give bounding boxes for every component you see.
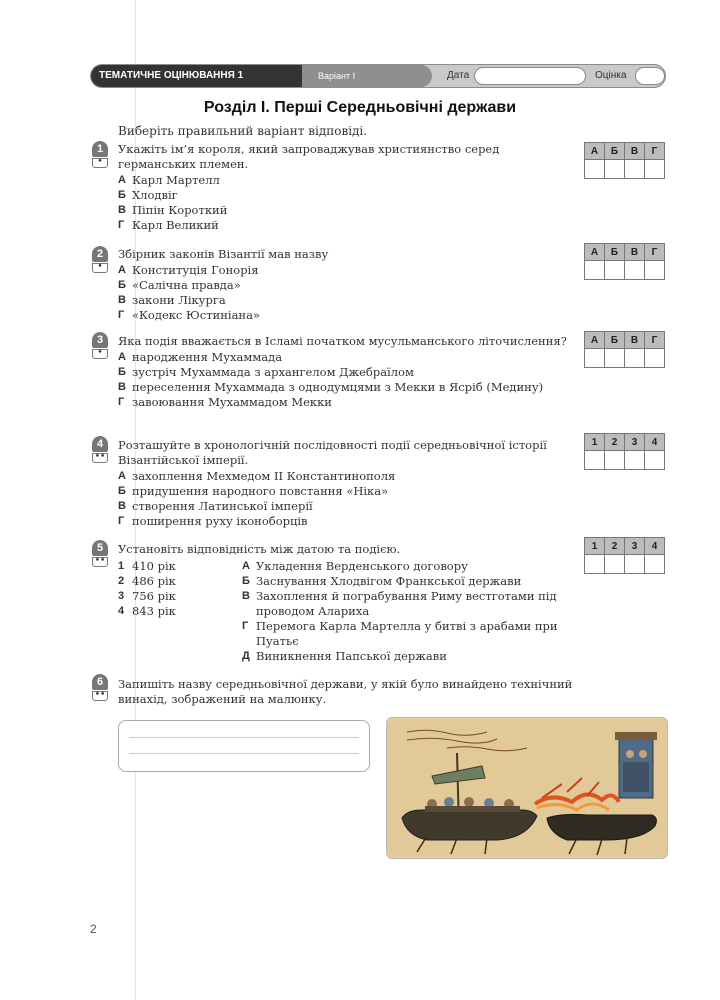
crew-row xyxy=(425,806,520,812)
grid-label: А xyxy=(585,244,605,261)
option-letter: Г xyxy=(118,309,125,321)
answer-option xyxy=(118,514,574,529)
grid-label: Б xyxy=(605,143,625,160)
answer-cell[interactable] xyxy=(605,160,625,179)
item-letter: Д xyxy=(242,650,250,662)
answer-option xyxy=(118,499,574,514)
written-answer-box[interactable] xyxy=(118,720,370,772)
date-item xyxy=(118,589,228,604)
assessment-header xyxy=(90,64,666,88)
question-3 xyxy=(118,334,574,410)
tower-top xyxy=(615,732,657,740)
question-number: 4 xyxy=(92,436,108,452)
grid-label: Г xyxy=(645,244,665,261)
option-text: завоювання Мухаммадом Мекки xyxy=(132,395,332,409)
option-letter: Г xyxy=(118,396,125,408)
answer-cell[interactable] xyxy=(585,349,605,368)
answer-cell[interactable] xyxy=(585,160,605,179)
option-letter: Б xyxy=(118,279,126,291)
question-number: 5 xyxy=(92,540,108,556)
option-text: закони Лікурга xyxy=(132,293,226,307)
answer-option xyxy=(118,263,574,278)
question-stem: Установіть відповідність між датою та подією. xyxy=(118,542,401,556)
answer-cell[interactable] xyxy=(645,451,665,470)
question-number: 3 xyxy=(92,332,108,348)
answer-grid xyxy=(584,331,665,368)
event-item xyxy=(242,649,582,664)
question-number: 2 xyxy=(92,246,108,262)
sailor xyxy=(444,797,454,807)
question-number-badge xyxy=(92,436,108,463)
answer-option xyxy=(118,308,574,323)
date-item xyxy=(118,559,228,574)
question-number: 1 xyxy=(92,141,108,157)
question-stem: Укажіть ім’я короля, який запроваджував християнство серед германських племен. xyxy=(118,142,500,171)
option-text: поширення руху іконоборців xyxy=(132,514,308,528)
option-letter: Б xyxy=(118,366,126,378)
difficulty-dots: • xyxy=(92,263,108,273)
answer-cell[interactable] xyxy=(625,349,645,368)
grid-label: 1 xyxy=(585,434,605,451)
question-number-badge xyxy=(92,332,108,359)
option-letter: А xyxy=(118,264,126,276)
option-text: Конституція Гонорія xyxy=(132,263,259,277)
answer-cell[interactable] xyxy=(585,451,605,470)
question-number-badge xyxy=(92,540,108,567)
item-text: 843 рік xyxy=(132,604,176,618)
question-stem: Запишіть назву середньовічної держави, у якій було винайдено технічний винахід, зображений на малюнку. xyxy=(118,677,573,706)
assessment-title: ТЕМАТИЧНЕ ОЦІНЮВАННЯ 1 xyxy=(91,65,302,87)
answer-cell[interactable] xyxy=(605,349,625,368)
grid-label: Б xyxy=(605,244,625,261)
writing-line xyxy=(129,737,359,738)
grid-label: Г xyxy=(645,332,665,349)
option-text: Карл Мартелл xyxy=(132,173,220,187)
answer-grid xyxy=(584,243,665,280)
difficulty-dots: • xyxy=(92,349,108,359)
question-number: 6 xyxy=(92,674,108,690)
events-column xyxy=(242,559,582,664)
question-1 xyxy=(118,142,574,233)
item-text: 410 рік xyxy=(132,559,176,573)
option-letter: В xyxy=(118,204,126,216)
item-text: Захоплення й пограбування Риму вестготами під проводом Алариха xyxy=(256,589,557,618)
difficulty-dots: •• xyxy=(92,453,108,463)
answer-option xyxy=(118,293,574,308)
item-text: 756 рік xyxy=(132,589,176,603)
question-stem: Розташуйте в хронологічній послідовності події середньовічної історії Візантійської імперії. xyxy=(118,438,547,467)
question-stem: Збірник законів Візантії мав назву xyxy=(118,247,329,261)
answer-cell[interactable] xyxy=(585,555,605,574)
sailor xyxy=(464,797,474,807)
option-text: переселення Мухаммада з однодумцями з Мекки в Ясріб (Медину) xyxy=(132,380,544,394)
left-ship-hull xyxy=(402,810,537,840)
date-label: Дата xyxy=(447,70,470,81)
grid-label: 4 xyxy=(645,434,665,451)
item-letter: Г xyxy=(242,620,249,632)
option-letter: А xyxy=(118,470,126,482)
answer-cell[interactable] xyxy=(645,349,665,368)
answer-option xyxy=(118,278,574,293)
answer-cell[interactable] xyxy=(585,261,605,280)
option-letter: В xyxy=(118,381,126,393)
question-4 xyxy=(118,438,574,529)
event-item xyxy=(242,619,582,649)
grid-label: А xyxy=(585,143,605,160)
grid-label: А xyxy=(585,332,605,349)
item-letter: Б xyxy=(242,575,250,587)
answer-cell[interactable] xyxy=(625,160,645,179)
grid-label: 2 xyxy=(605,538,625,555)
option-text: Піпін Короткий xyxy=(132,203,228,217)
item-number: 4 xyxy=(118,605,125,617)
answer-grid xyxy=(584,537,665,574)
grade-label: Оцінка xyxy=(595,70,627,81)
grid-label: Г xyxy=(645,143,665,160)
tower-figure xyxy=(639,750,647,758)
item-letter: А xyxy=(242,560,250,572)
grid-label: 2 xyxy=(605,434,625,451)
answer-option xyxy=(118,173,574,188)
option-letter: В xyxy=(118,500,126,512)
grid-label: 1 xyxy=(585,538,605,555)
grid-label: В xyxy=(625,332,645,349)
illustration-svg xyxy=(387,718,667,858)
answer-cell[interactable] xyxy=(625,451,645,470)
option-letter: Г xyxy=(118,515,125,527)
item-text: Заснування Хлодвігом Франкської держави xyxy=(256,574,522,588)
question-6 xyxy=(118,677,588,708)
option-letter: А xyxy=(118,351,126,363)
tower-window xyxy=(623,762,649,792)
grid-label: В xyxy=(625,143,645,160)
answer-option xyxy=(118,380,574,395)
question-stem: Яка подія вважається в Ісламі початком мусульманського літочислення? xyxy=(118,334,567,348)
greek-fire-illustration xyxy=(386,717,668,859)
item-text: 486 рік xyxy=(132,574,176,588)
event-item xyxy=(242,559,582,574)
option-letter: Б xyxy=(118,485,126,497)
answer-cell[interactable] xyxy=(625,261,645,280)
question-2 xyxy=(118,247,574,323)
answer-option xyxy=(118,484,574,499)
item-text: Перемога Карла Мартелла у битві з арабами при Пуатьє xyxy=(256,619,558,648)
option-letter: В xyxy=(118,294,126,306)
grid-label: 3 xyxy=(625,538,645,555)
option-text: захоплення Мехмедом II Константинополя xyxy=(132,469,396,483)
option-text: народження Мухаммада xyxy=(132,350,283,364)
option-text: Хлодвіг xyxy=(132,188,178,202)
answer-grid xyxy=(584,433,665,470)
difficulty-dots: •• xyxy=(92,557,108,567)
option-text: Карл Великий xyxy=(132,218,219,232)
answer-grid xyxy=(584,142,665,179)
option-letter: Г xyxy=(118,219,125,231)
option-text: «Кодекс Юстиніана» xyxy=(132,308,260,322)
variant-label: Варіант I xyxy=(302,65,432,87)
answer-option xyxy=(118,218,574,233)
event-item xyxy=(242,574,582,589)
date-field[interactable] xyxy=(474,67,586,85)
option-text: придушення народного повстання «Ніка» xyxy=(132,484,389,498)
option-text: зустріч Мухаммада з архангелом Джебраїлом xyxy=(132,365,414,379)
dates-column xyxy=(118,559,228,619)
difficulty-dots: • xyxy=(92,158,108,168)
option-text: створення Латинської імперії xyxy=(132,499,313,513)
answer-option xyxy=(118,188,574,203)
answer-cell[interactable] xyxy=(645,160,665,179)
answer-option xyxy=(118,395,574,410)
answer-cell[interactable] xyxy=(625,555,645,574)
question-number-badge xyxy=(92,246,108,273)
answer-option xyxy=(118,469,574,484)
answer-option xyxy=(118,350,574,365)
event-item xyxy=(242,589,582,619)
option-letter: Б xyxy=(118,189,126,201)
question-number-badge xyxy=(92,674,108,701)
grid-label: 3 xyxy=(625,434,645,451)
item-text: Виникнення Папської держави xyxy=(256,649,447,663)
grid-label: 4 xyxy=(645,538,665,555)
answer-option xyxy=(118,203,574,218)
answer-option xyxy=(118,365,574,380)
grid-label: В xyxy=(625,244,645,261)
grid-label: Б xyxy=(605,332,625,349)
writing-line xyxy=(129,753,359,754)
item-letter: В xyxy=(242,590,250,602)
item-number: 3 xyxy=(118,590,125,602)
tower-figure xyxy=(626,750,634,758)
answer-cell[interactable] xyxy=(645,555,665,574)
date-item xyxy=(118,574,228,589)
answer-cell[interactable] xyxy=(605,555,625,574)
answer-cell[interactable] xyxy=(605,451,625,470)
answer-cell[interactable] xyxy=(645,261,665,280)
option-text: «Салічна правда» xyxy=(132,278,241,292)
item-number: 1 xyxy=(118,560,125,572)
question-5 xyxy=(118,542,574,558)
grade-field[interactable] xyxy=(635,67,665,85)
difficulty-dots: •• xyxy=(92,691,108,701)
item-text: Укладення Верденського договору xyxy=(256,559,468,573)
answer-cell[interactable] xyxy=(605,261,625,280)
page-number: 2 xyxy=(90,922,97,936)
section-title: Розділ I. Перші Середньовічні держави xyxy=(203,99,517,116)
instruction-text: Виберіть правильний варіант відповіді. xyxy=(118,124,368,138)
item-number: 2 xyxy=(118,575,125,587)
date-item xyxy=(118,604,228,619)
question-number-badge xyxy=(92,141,108,168)
option-letter: А xyxy=(118,174,126,186)
